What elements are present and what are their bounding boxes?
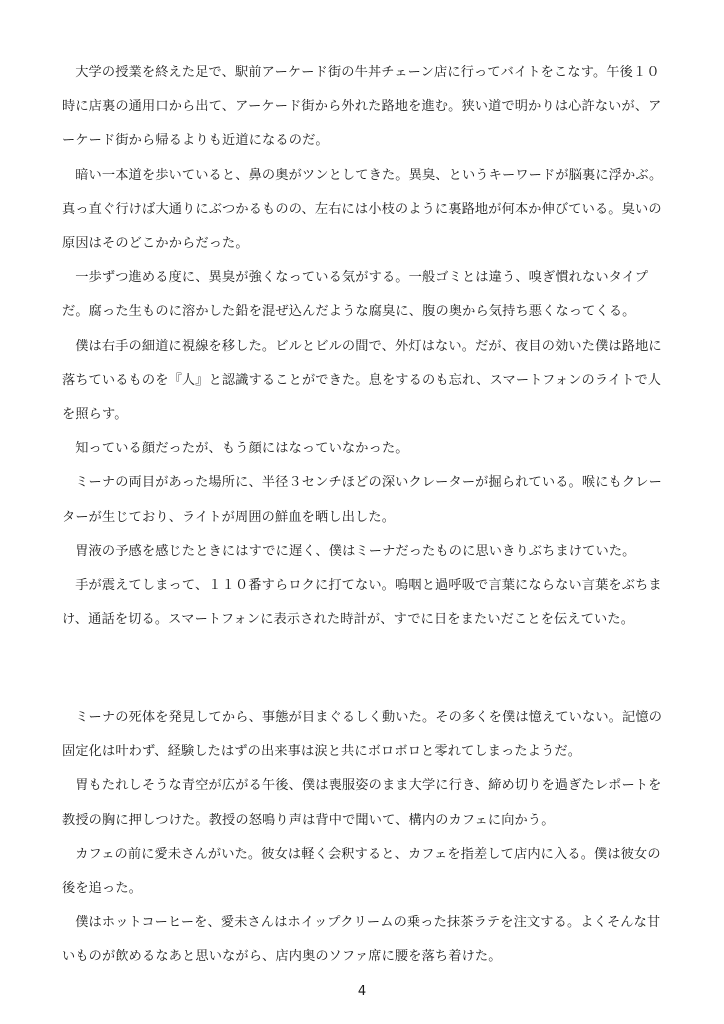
paragraph: 一歩ずつ進める度に、異臭が強くなっている気がする。一般ゴミとは違う、嗅ぎ慣れないタイプだ。腐った生ものに溶かした鉛を混ぜ込んだような腐臭に、腹の奥から気持ち悪くなってくる。 bbox=[62, 270, 649, 320]
paragraph: 手が震えてしまって、１１０番すらロクに打てない。嗚咽と過呼吸で言葉にならない言葉をぶちまけ、通話を切る。スマートフォンに表示された時計が、すでに日をまたいだことを伝えていた。 bbox=[62, 578, 662, 628]
story-section-1 bbox=[62, 56, 666, 637]
paragraph: 僕はホットコーヒーを、愛未さんはホイップクリームの乗った抹茶ラテを注文する。よくそんな甘いものが飲めるなあと思いながら、店内奥のソファ席に腰を落ち着けた。 bbox=[62, 915, 661, 965]
paragraph: 胃もたれしそうな青空が広がる午後、僕は喪服姿のまま大学に行き、締め切りを過ぎたレポートを教授の胸に押しつけた。教授の怒鳴り声は背中で聞いて、構内のカフェに向かう。 bbox=[62, 778, 662, 828]
paragraph: ミーナの死体を発見してから、事態が目まぐるしく動いた。その多くを僕は憶えていない。記憶の固定化は叶わず、経験したはずの出来事は涙と共にボロボロと零れてしまったようだ。 bbox=[62, 710, 663, 760]
paragraph: カフェの前に愛未さんがいた。彼女は軽く会釈すると、カフェを指差して店内に入る。僕は彼女の後を追った。 bbox=[62, 846, 661, 897]
story-section-2 bbox=[62, 701, 666, 975]
paragraph: ミーナの両目があった場所に、半径３センチほどの深いクレーターが掘られている。喉にもクレーターが生じており、ライトが周囲の鮮血を晒し出した。 bbox=[62, 475, 662, 525]
paragraph: 僕は右手の細道に視線を移した。ビルとビルの間で、外灯はない。だが、夜目の効いた僕は路地に落ちているものを『人』と認識することができた。息をするのも忘れ、スマートフォンのライトで人を照らす。 bbox=[62, 338, 662, 423]
paragraph: 知っている顔だったが、もう顔にはなっていなかった。 bbox=[75, 441, 409, 457]
paragraph: 胃液の予感を感じたときにはすでに遅く、僕はミーナだったものに思いきりぶちまけていた。 bbox=[75, 543, 636, 559]
paragraph: 大学の授業を終えた足で、駅前アーケード街の牛丼チェーン店に行ってバイトをこなす。午後１０時に店裏の通用口から出て、アーケード街から外れた路地を進む。狭い道で明かりは心許ないが、アーケード街から帰るよりも近道になるのだ。 bbox=[62, 65, 662, 149]
paragraph: 暗い一本道を歩いていると、鼻の奥がツンとしてきた。異臭、というキーワードが脳裏に浮かぶ。真っ直ぐ行けば大通りにぶつかるものの、左右には小枝のように裏路地が何本か伸びている。臭いの原因はそのどこかからだった。 bbox=[62, 167, 663, 252]
page-number: 4 bbox=[357, 984, 367, 999]
